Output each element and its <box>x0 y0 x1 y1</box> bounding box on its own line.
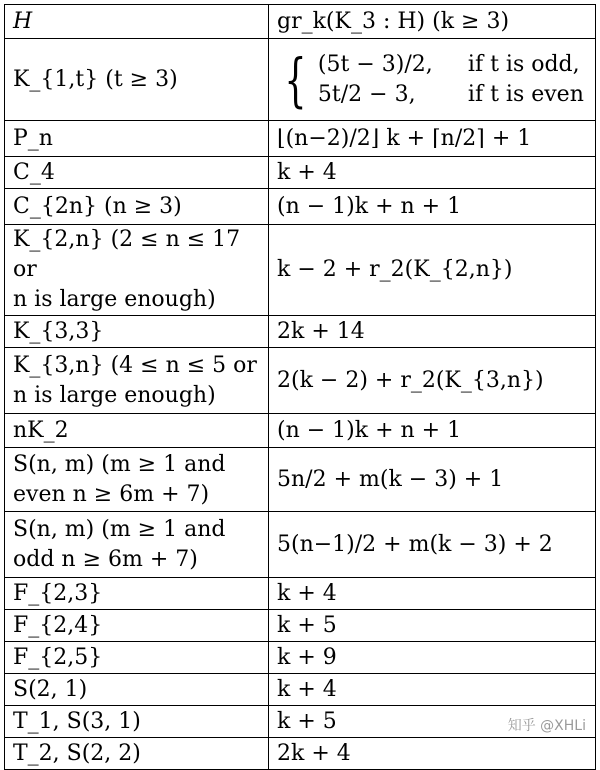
watermark: 知乎 @XHLi <box>507 718 586 734</box>
left-brace: { <box>284 45 307 114</box>
results-table <box>4 4 596 770</box>
table-row: T_2, S(2, 2) 2k + 4 <box>5 738 596 770</box>
table-row: F_{2,3} k + 4 <box>5 578 596 610</box>
table-row: S(n, m) (m ≥ 1 and odd n ≥ 6m + 7) 5(n−1)/2 + m(k − 3) + 2 <box>5 512 596 578</box>
table-row <box>5 39 596 121</box>
row-graph-cell: K_{1,t} (t ≥ 3) <box>5 39 269 121</box>
table-row: C_4 k + 4 <box>5 157 596 189</box>
piecewise-cases: { (5t − 3)/2, if t is odd, 5t/2 − 3, if t is even <box>284 45 584 114</box>
table-row: nK_2 (n − 1)k + n + 1 <box>5 414 596 448</box>
header-value-cell <box>269 5 596 39</box>
table-row: K_{2,n} (2 ≤ n ≤ 17 or n is large enough) k − 2 + r_2(K_{2,n}) <box>5 225 596 316</box>
table-row: C_{2n} (n ≥ 3) (n − 1)k + n + 1 <box>5 189 596 225</box>
table-row: S(2, 1) k + 4 <box>5 674 596 706</box>
header-graph-cell <box>5 5 269 39</box>
table-row: K_{3,n} (4 ≤ n ≤ 5 or n is large enough) 2(k − 2) + r_2(K_{3,n}) <box>5 348 596 414</box>
table-row: F_{2,4} k + 5 <box>5 610 596 642</box>
table-row: P_n ⌊(n−2)/2⌋ k + ⌈n/2⌉ + 1 <box>5 121 596 157</box>
table-row: S(n, m) (m ≥ 1 and even n ≥ 6m + 7) 5n/2 + m(k − 3) + 1 <box>5 448 596 512</box>
table-row: K_{3,3} 2k + 14 <box>5 316 596 348</box>
header-col1: H <box>13 8 33 34</box>
row-value-cell <box>269 39 596 121</box>
table-row: F_{2,5} k + 9 <box>5 642 596 674</box>
header-row <box>5 5 596 39</box>
header-col2: gr_k(K_3 : H) (k ≥ 3) <box>277 8 510 34</box>
table-row: T_1, S(3, 1) k + 5 <box>5 706 596 738</box>
